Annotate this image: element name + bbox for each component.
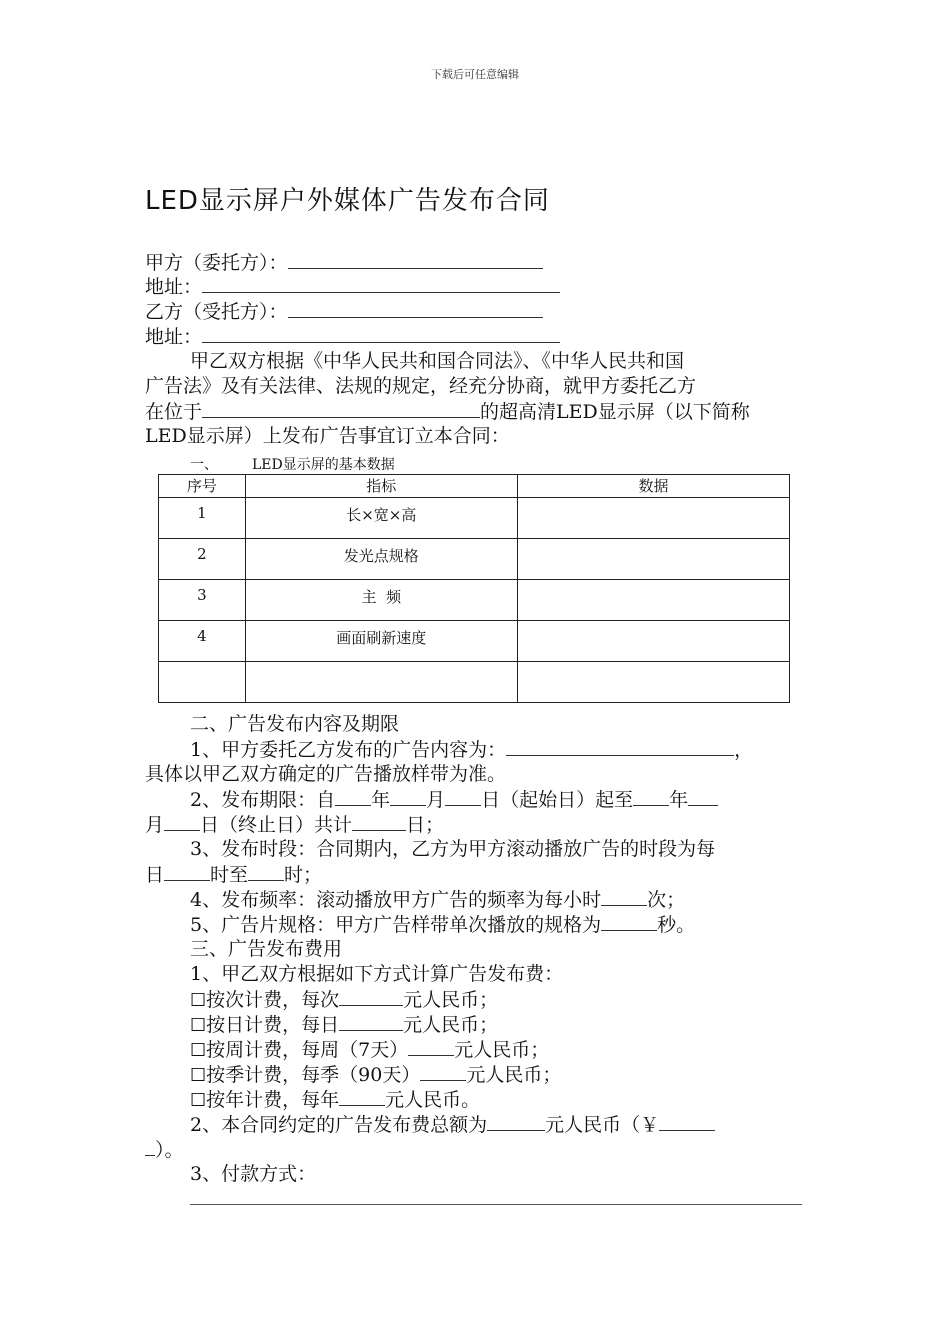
address-a-blank[interactable]	[202, 274, 560, 293]
table-row	[159, 498, 790, 539]
s2-item-2	[190, 787, 718, 812]
ad-content-blank[interactable]	[506, 737, 734, 756]
address-a-line	[145, 274, 560, 299]
close-paren: ）。	[155, 1139, 184, 1161]
s2-item-3-cont	[145, 862, 322, 887]
checkbox-per-day[interactable]: ☐	[190, 1015, 207, 1036]
intro-line-3	[145, 399, 750, 424]
option-label: 按季计费，每季（90天）	[206, 1064, 421, 1086]
section-2-title: 二、广告发布内容及期限	[190, 713, 400, 735]
day-label: 日	[145, 864, 165, 886]
table-row	[159, 580, 790, 621]
option-label: 按周计费，每周（7天）	[206, 1039, 409, 1061]
s2-item-2-cont	[145, 812, 444, 837]
table-cell: 长×宽×高	[245, 498, 517, 539]
table-cell-value[interactable]	[517, 539, 789, 580]
option-unit: 元人民币；	[403, 989, 499, 1011]
hour-to-label: 时至	[210, 864, 249, 886]
start-hour-blank[interactable]	[164, 862, 210, 881]
party-a-label: 甲方（委托方）：	[145, 252, 288, 274]
table-cell[interactable]	[159, 662, 246, 703]
total-fee-blank[interactable]	[487, 1112, 545, 1131]
end-hour-blank[interactable]	[248, 862, 284, 881]
option-label: 按年计费，每年	[206, 1089, 340, 1111]
option-label: 按次计费，每次	[206, 989, 340, 1011]
table-cell[interactable]	[245, 662, 517, 703]
fee-option-per-year	[190, 1087, 480, 1113]
s2-item-4	[190, 887, 685, 912]
fee-option-per-time	[190, 987, 498, 1013]
s2-item-4-label: 4、发布频率：滚动播放甲方广告的频率为每小时	[190, 889, 602, 911]
intro-line-2: 广告法》及有关法律、法规的规定，经充分协商，就甲方委托乙方	[145, 375, 697, 397]
rmb-label: 元人民币（￥	[545, 1114, 660, 1136]
seconds-label: 秒。	[657, 914, 696, 936]
end-day-blank[interactable]	[164, 812, 200, 831]
table-cell: 画面刷新速度	[245, 621, 517, 662]
start-month-blank[interactable]	[390, 787, 426, 806]
start-year-blank[interactable]	[335, 787, 371, 806]
s3-item-2	[190, 1112, 715, 1137]
party-b-blank[interactable]	[288, 299, 543, 318]
table-row	[159, 621, 790, 662]
fee-option-per-week	[190, 1037, 549, 1063]
table-cell: 发光点规格	[245, 539, 517, 580]
end-year-blank[interactable]	[633, 787, 669, 806]
section-1-number: 一、	[190, 457, 218, 473]
checkbox-per-week[interactable]: ☐	[190, 1040, 207, 1061]
s2-item-1-label: 1、甲方委托乙方发布的广告内容为：	[190, 739, 507, 761]
checkbox-per-year[interactable]: ☐	[190, 1090, 207, 1111]
month-label: 月	[426, 789, 446, 811]
intro-location-label: 在位于	[145, 401, 203, 423]
table-cell: 1	[159, 498, 246, 539]
seconds-blank[interactable]	[601, 912, 657, 931]
table-cell: 主 频	[245, 580, 517, 621]
start-day-blank[interactable]	[445, 787, 481, 806]
s2-item-3: 3、发布时段：合同期内，乙方为甲方滚动播放广告的时段为每	[190, 838, 716, 860]
s3-item-2-label: 2、本合同约定的广告发布费总额为	[190, 1114, 488, 1136]
total-fee-yen-blank[interactable]	[659, 1112, 715, 1131]
per-year-blank[interactable]	[339, 1087, 385, 1106]
total-days-blank[interactable]	[352, 812, 406, 831]
table-cell-value[interactable]	[517, 498, 789, 539]
address-b-line	[145, 324, 560, 349]
led-data-table	[158, 474, 790, 703]
s2-item-1	[190, 737, 753, 762]
fee-option-per-quarter	[190, 1062, 561, 1088]
per-day-blank[interactable]	[339, 1012, 403, 1031]
per-quarter-blank[interactable]	[420, 1062, 466, 1081]
party-a-blank[interactable]	[288, 250, 543, 269]
checkbox-per-quarter[interactable]: ☐	[190, 1065, 207, 1086]
party-a-line	[145, 250, 543, 275]
table-header-cell: 数据	[517, 475, 789, 498]
s2-item-5	[190, 912, 695, 937]
s2-item-1-cont: 具体以甲乙双方确定的广告播放样带为准。	[145, 763, 507, 785]
intro-line-3-rest: 的超高清LED显示屏（以下简称	[480, 401, 750, 423]
checkbox-per-time[interactable]: ☐	[190, 990, 207, 1011]
year-label: 年	[371, 789, 391, 811]
document-title: LED显示屏户外媒体广告发布合同	[145, 186, 550, 216]
yen-blank-cont[interactable]	[145, 1137, 155, 1156]
hour-label: 时；	[284, 864, 323, 886]
per-time-blank[interactable]	[339, 987, 403, 1006]
intro-line-4: LED显示屏）上发布广告事宜订立本合同：	[145, 425, 510, 447]
address-b-blank[interactable]	[202, 324, 560, 343]
days-label: 日；	[406, 814, 445, 836]
times-label: 次；	[647, 889, 686, 911]
option-unit: 元人民币；	[454, 1039, 550, 1061]
table-cell: 2	[159, 539, 246, 580]
address-a-label: 地址：	[145, 276, 203, 298]
end-day-label: 日（终止日）共计	[200, 814, 353, 836]
intro-line-1: 甲乙双方根据《中华人民共和国合同法》、《中华人民共和国	[190, 350, 685, 372]
fee-option-per-day	[190, 1012, 498, 1038]
table-cell-value[interactable]	[517, 662, 789, 703]
s3-item-1: 1、甲乙双方根据如下方式计算广告发布费：	[190, 963, 564, 985]
table-cell: 4	[159, 621, 246, 662]
party-b-label: 乙方（受托方）：	[145, 301, 288, 323]
table-row	[159, 539, 790, 580]
table-header-cell: 序号	[159, 475, 246, 498]
payment-method-blank[interactable]	[190, 1204, 802, 1205]
option-unit: 元人民币。	[385, 1089, 481, 1111]
table-cell-value[interactable]	[517, 580, 789, 621]
s3-item-3: 3、付款方式：	[190, 1163, 317, 1185]
s2-item-1-comma: ，	[734, 739, 754, 761]
table-header-row	[159, 475, 790, 498]
section-3-title: 三、广告发布费用	[190, 938, 343, 960]
month-label: 月	[145, 814, 165, 836]
table-cell: 3	[159, 580, 246, 621]
start-day-label: 日（起始日）起至	[481, 789, 634, 811]
table-header-cell: 指标	[245, 475, 517, 498]
end-month-blank[interactable]	[688, 787, 718, 806]
per-week-blank[interactable]	[408, 1037, 454, 1056]
s3-item-2-cont	[145, 1137, 184, 1162]
option-unit: 元人民币；	[403, 1014, 499, 1036]
option-unit: 元人民币；	[466, 1064, 562, 1086]
table-cell-value[interactable]	[517, 621, 789, 662]
location-blank[interactable]	[202, 399, 480, 418]
section-1-title: LED显示屏的基本数据	[252, 457, 395, 473]
option-label: 按日计费，每日	[206, 1014, 340, 1036]
section-1-heading	[190, 454, 395, 474]
s2-item-2-label: 2、发布期限：自	[190, 789, 336, 811]
s2-item-5-label: 5、广告片规格：甲方广告样带单次播放的规格为	[190, 914, 602, 936]
table-row	[159, 662, 790, 703]
year-label: 年	[669, 789, 689, 811]
frequency-blank[interactable]	[601, 887, 647, 906]
address-b-label: 地址：	[145, 326, 203, 348]
page-header: 下载后可任意编辑	[431, 68, 519, 81]
party-b-line	[145, 299, 543, 324]
